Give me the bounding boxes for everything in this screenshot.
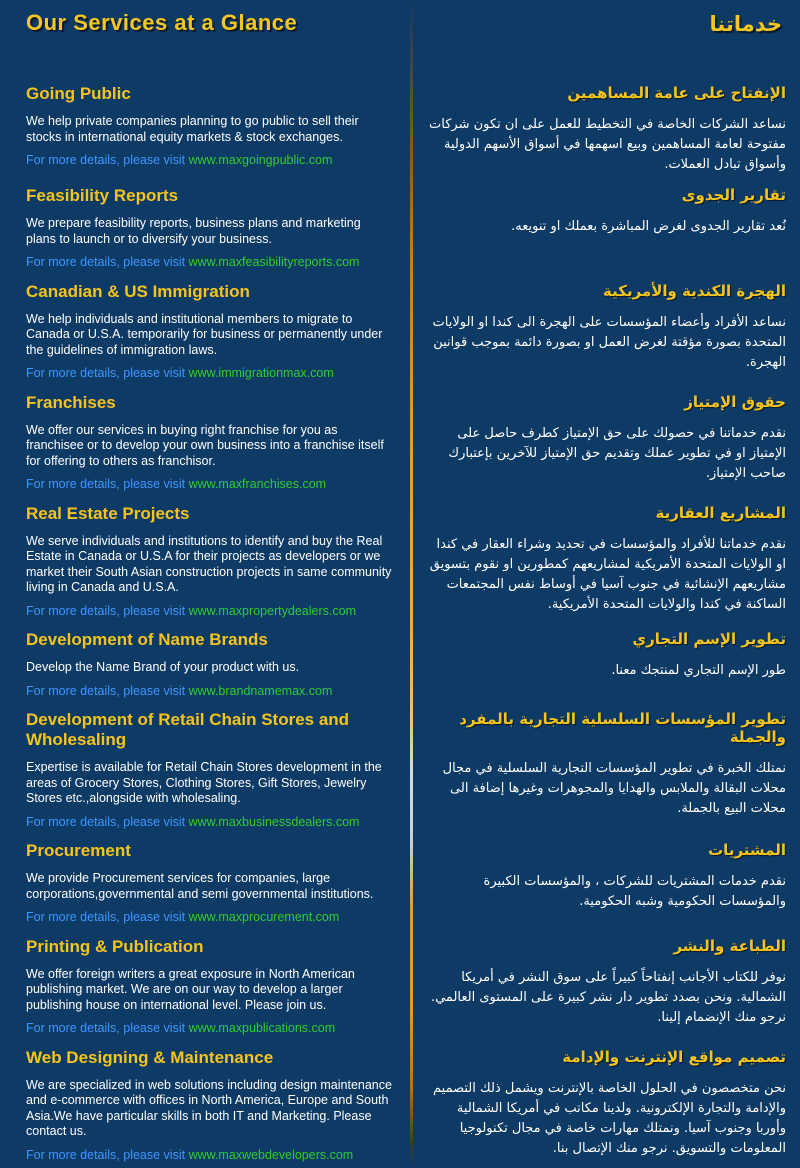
service-title-ar: حقوق الإمتياز: [684, 392, 786, 411]
service-link-line: [26, 366, 392, 382]
service-description-ar: نساعد الأفراد وأعضاء المؤسسات على الهجرة الى كندا او الولايات المتحدة بصورة مؤقتة لغرض العمل او بصورة دائمة بموجب قوانين الهجرة.: [432, 314, 786, 370]
service-arabic-column: [410, 393, 800, 493]
service-title-ar: تقارير الجدوى: [681, 186, 786, 204]
service-section: [0, 393, 800, 493]
service-title-en: Franchises: [26, 392, 116, 412]
service-arabic-column: [410, 282, 800, 382]
service-description-ar: طور الإسم التجاري لمنتجك معنا.: [611, 663, 786, 678]
service-arabic-column: [410, 186, 800, 271]
service-link[interactable]: www.maxbusinessdealers.com: [188, 814, 360, 829]
service-section: [0, 186, 800, 271]
service-title-ar: المشاريع العقارية: [655, 503, 786, 522]
service-english-column: [0, 393, 410, 493]
service-description-en: We help individuals and institutional members to migrate to Canada or U.S.A. temporarily for business or permanently under the guidelines of immigration laws.: [26, 311, 383, 357]
service-link-line: [26, 910, 392, 926]
link-prefix-text: For more details, please visit: [26, 153, 189, 167]
service-description-en: We offer foreign writers a great exposure in North American publishing market. We are on our way to develop a larger publishing house on international level. Please join us.: [26, 966, 355, 1012]
service-link-line: [26, 255, 392, 271]
service-english-column: [0, 282, 410, 382]
link-prefix-text: For more details, please visit: [26, 603, 189, 618]
service-link[interactable]: www.maxprocurement.com: [188, 910, 340, 924]
service-description-ar: نوفر للكتاب الأجانب إنفتاحاً كبيراً على سوق النشر في أمريكا الشمالية. ونحن بصدد تطوير دار نشر كبيرة على المستوى العالمي. نرجو منك الإنضمام إلينا.: [430, 969, 786, 1025]
link-prefix-text: For more details, please visit: [26, 255, 189, 269]
service-description-ar: نُعد تقارير الجدوى لغرض المباشرة بعملك او تنويعه.: [511, 219, 786, 234]
service-english-column: [0, 841, 410, 926]
service-link[interactable]: www.maxpropertydealers.com: [188, 603, 356, 618]
page-header: [0, 0, 800, 36]
service-section: [0, 710, 800, 830]
service-description-en: We are specialized in web solutions including design maintenance and e-commerce with offices in North America, Europe and South Asia.We have particular skills in both IT and Marketing. Please contact us.: [26, 1077, 392, 1138]
service-title-ar: تصميم مواقع الإنترنت والإدامة: [562, 1047, 786, 1066]
service-arabic-column: [410, 84, 800, 175]
service-description-en: We offer our services in buying right franchise for you as franchisee or to develop your own business into a franchise itself for offering to others as franchisor.: [26, 422, 384, 468]
service-english-column: [0, 1048, 410, 1164]
service-section: [0, 1048, 800, 1164]
service-arabic-column: [410, 630, 800, 699]
service-link-line: [26, 477, 392, 493]
service-link[interactable]: www.maxfeasibilityreports.com: [188, 255, 360, 269]
service-link[interactable]: www.immigrationmax.com: [188, 366, 334, 380]
service-section: [0, 84, 800, 175]
service-description-en: Expertise is available for Retail Chain Stores development in the areas of Grocery Stores, Clothing Stores, Gift Stores, Jewelry Stores etc.,alongside with wholesaling.: [26, 760, 382, 805]
service-arabic-column: [410, 937, 800, 1037]
page-title-en: Our Services at a Glance: [26, 10, 298, 35]
service-arabic-column: [410, 504, 800, 620]
service-description-en: We serve individuals and institutions to identify and buy the Real Estate in Canada or U.S.A for their projects as developers or we market their South Asian construction projects in same community living in Canada and U.S.A.: [26, 533, 392, 594]
service-description-en: We prepare feasibility reports, business plans and marketing plans to launch or to diversify your business.: [26, 216, 361, 246]
service-title-en: Development of Retail Chain Stores and Wholesaling: [26, 710, 350, 749]
service-title-ar: تطوير الإسم التجاري: [632, 630, 786, 648]
service-title-en: Printing & Publication: [26, 936, 204, 956]
service-link-line: [26, 153, 392, 169]
column-divider: [410, 0, 413, 1168]
service-title-en: Feasibility Reports: [26, 186, 179, 205]
service-english-column: [0, 504, 410, 620]
service-description-ar: نمتلك الخبرة في تطوير المؤسسات التجارية السلسلية في مجال محلات البقالة والملابس والهدايا والمجوهرات وغيرها إضافة الى محلات البيع بالجملة.: [442, 761, 786, 816]
service-english-column: [0, 84, 410, 175]
service-link[interactable]: www.maxpublications.com: [188, 1021, 336, 1035]
service-title-ar: الهجرة الكندية والأمريكية: [603, 281, 786, 300]
link-prefix-text: For more details, please visit: [26, 477, 189, 491]
link-prefix-text: For more details, please visit: [26, 1147, 189, 1162]
service-title-en: Development of Name Brands: [26, 630, 268, 649]
service-link[interactable]: www.maxfranchises.com: [188, 477, 327, 491]
service-link[interactable]: www.maxwebdevelopers.com: [188, 1147, 354, 1162]
service-link-line: [26, 684, 392, 700]
service-link-line: [26, 1148, 392, 1164]
service-description-en: Develop the Name Brand of your product with us.: [26, 660, 300, 674]
service-link-line: [26, 604, 392, 620]
link-prefix-text: For more details, please visit: [26, 910, 189, 924]
service-title-ar: تطوير المؤسسات السلسلية التجارية بالمفرد والجملة: [459, 710, 786, 746]
service-title-ar: الإنفتاح على عامة المساهمين: [567, 84, 786, 102]
service-description-ar: نقدم خدمات المشتريات للشركات ، والمؤسسات الكبيرة والمؤسسات الحكومية وشبه الحكومية.: [483, 874, 786, 909]
service-link[interactable]: www.maxgoingpublic.com: [188, 153, 333, 167]
service-section: [0, 630, 800, 699]
link-prefix-text: For more details, please visit: [26, 683, 189, 698]
link-prefix-text: For more details, please visit: [26, 1021, 189, 1035]
service-title-en: Going Public: [26, 84, 131, 103]
service-title-en: Real Estate Projects: [26, 503, 190, 523]
service-section: [0, 841, 800, 926]
services-list: [0, 84, 800, 1163]
link-prefix-text: For more details, please visit: [26, 366, 189, 380]
service-description-en: We provide Procurement services for companies, large corporations,governmental and semi governmental institutions.: [26, 871, 374, 901]
service-description-ar: نساعد الشركات الخاصة في التخطيط للعمل على ان تكون شركات مفتوحة لعامة المساهمين وبيع اسهمها في أسواق الأسهم الدولية وأسواق تبادل العملات.: [429, 117, 786, 172]
page-title-ar: خدماتنا: [709, 12, 782, 36]
service-description-ar: نقدم خدماتنا للأفراد والمؤسسات في تحديد وشراء العقار في كندا او الولايات المتحدة الأمريكية لمشاريعهم كمطورين او نقوم بتسويق مشاريعهم الإنشائية في جنوب آسيا في أوساط نفس المجتمعات الساكنة في كندا والولايات المتحدة الأمريكية.: [429, 536, 786, 612]
service-english-column: [0, 710, 410, 830]
link-prefix-text: For more details, please visit: [26, 814, 189, 829]
service-description-ar: نقدم خدماتنا في حصولك على حق الإمتياز كطرف حاصل على الإمتياز او في تطوير عملك وتقديم حق الإمتياز للآخرين بإعتبارك صاحب الإمتياز.: [448, 425, 786, 481]
service-description-en: We help private companies planning to go public to sell their stocks in international equity markets & stock exchanges.: [26, 114, 359, 144]
service-link-line: [26, 1021, 392, 1037]
service-title-ar: المشتريات: [708, 841, 786, 859]
service-english-column: [0, 630, 410, 699]
service-english-column: [0, 937, 410, 1037]
service-arabic-column: [410, 1048, 800, 1164]
service-section: [0, 282, 800, 382]
service-section: [0, 504, 800, 620]
service-english-column: [0, 186, 410, 271]
service-description-ar: نحن متخصصون في الحلول الخاصة بالإنترنت ويشمل ذلك التصميم والإدامة والتجارة الإلكترونية. ولدينا مكاتب في أمريكا الشمالية وأوربا وجنوب آسيا. ونمتلك مهارات خاصة في مجال تكنولوجيا المعلومات والتسويق. نرجو منك الإتصال بنا.: [433, 1080, 786, 1156]
service-title-ar: الطباعة والنشر: [673, 936, 786, 955]
service-arabic-column: [410, 710, 800, 830]
service-section: [0, 937, 800, 1037]
service-title-en: Procurement: [26, 841, 131, 860]
service-link-line: [26, 815, 392, 831]
service-link[interactable]: www.brandnamemax.com: [188, 683, 333, 698]
service-title-en: Web Designing & Maintenance: [26, 1047, 274, 1067]
service-title-en: Canadian & US Immigration: [26, 281, 250, 301]
service-arabic-column: [410, 841, 800, 926]
